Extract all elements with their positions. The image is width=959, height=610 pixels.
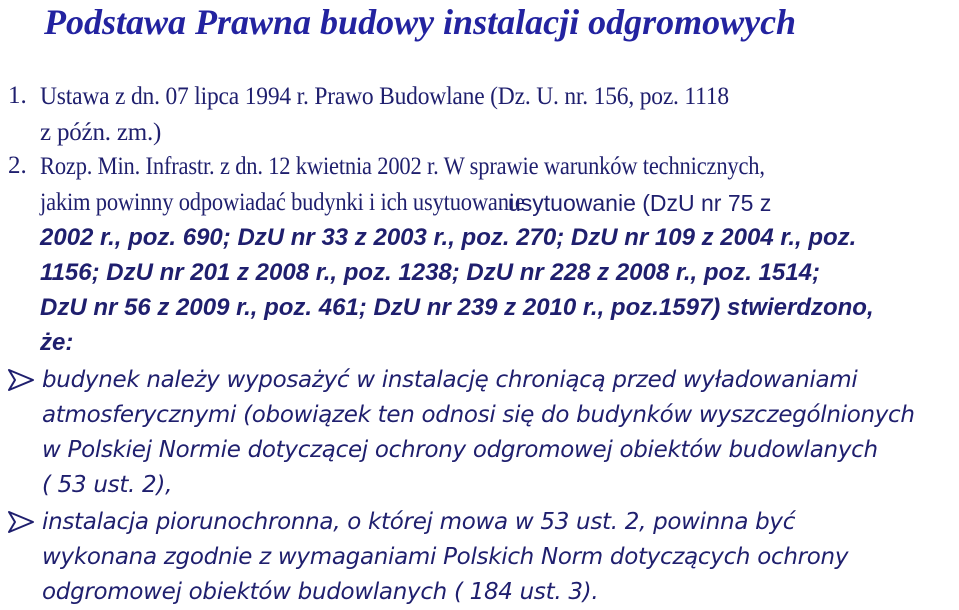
bullet-1-line-2: atmosferycznymi (obowiązek ten odnosi się do budynków wyszczególnionych xyxy=(42,402,915,428)
item-1-line-1: Ustawa z dn. 07 lipca 1994 r. Prawo Budowlane (Dz. U. nr. 156, poz. 1118 xyxy=(40,83,729,110)
item-2-line-2 xyxy=(40,188,579,218)
item-2-bold-line-2: 1156; DzU nr 201 z 2008 r., poz. 1238; DzU nr 228 z 2008 r., poz. 1514; xyxy=(40,259,820,286)
bullet-1-line-4: ( 53 ust. 2), xyxy=(42,472,173,498)
arrow-bullet-icon xyxy=(7,368,35,392)
item-2-line-2-sans: usytuowanie (DzU nr 75 z xyxy=(508,190,772,216)
list-number-2: 2. xyxy=(8,152,27,179)
arrow-bullet-icon xyxy=(7,510,35,534)
bullet-2-line-3: odgromowej obiektów budowlanych ( 184 ust. 3). xyxy=(42,579,599,605)
item-2-bold-line-3: DzU nr 56 z 2009 r., poz. 461; DzU nr 239 z 2010 r., poz.1597) stwierdzono, xyxy=(40,294,874,321)
item-2-bold-line-4: że: xyxy=(40,329,74,356)
bullet-2-line-1: instalacja piorunochronna, o której mowa w 53 ust. 2, powinna być xyxy=(42,509,796,535)
page-title: Podstawa Prawna budowy instalacji odgromowych xyxy=(44,2,797,42)
bullet-1-line-1: budynek należy wyposażyć w instalację chroniącą przed wyładowaniami xyxy=(42,367,858,393)
item-1-line-2: z późn. zm.) xyxy=(40,119,162,146)
bullet-1-line-3: w Polskiej Normie dotyczącej ochrony odgromowej obiektów budowlanych xyxy=(42,437,878,463)
item-2-line-2-serif: jakim powinny odpowiadać budynki i ich usytuowanie xyxy=(40,189,525,216)
bullet-2-line-2: wykonana zgodnie z wymaganiami Polskich Norm dotyczących ochrony xyxy=(42,544,849,570)
list-number-1: 1. xyxy=(8,82,27,109)
item-2-line-1: Rozp. Min. Infrastr. z dn. 12 kwietnia 2002 r. W sprawie warunków technicznych, xyxy=(40,153,765,180)
item-2-bold-line-1: 2002 r., poz. 690; DzU nr 33 z 2003 r., poz. 270; DzU nr 109 z 2004 r., poz. xyxy=(40,224,857,251)
